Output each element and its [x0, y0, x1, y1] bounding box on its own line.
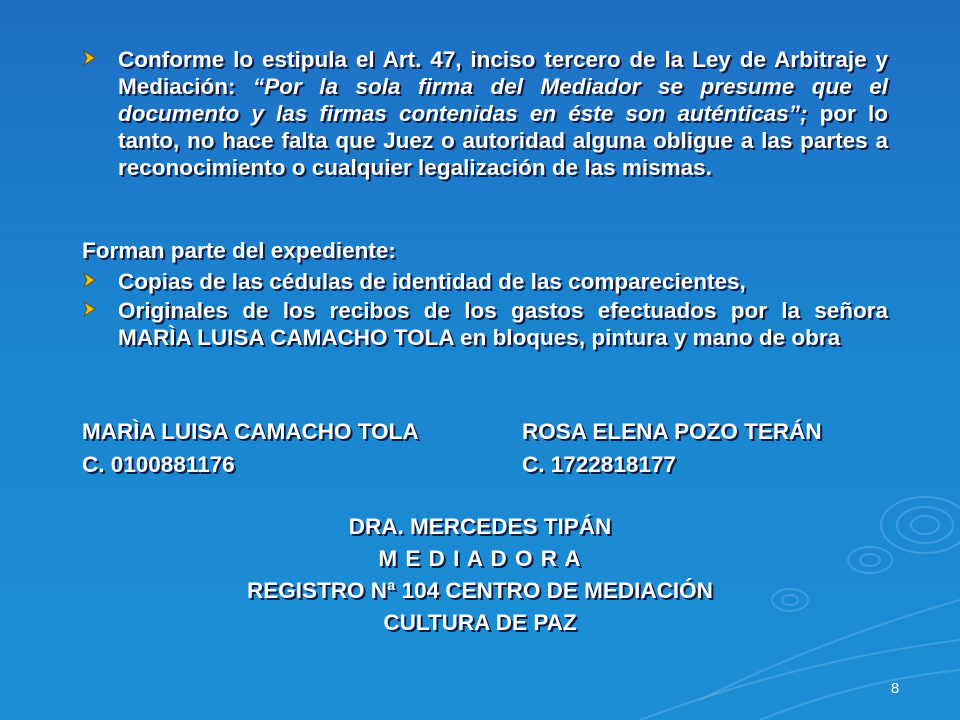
mediator-name: DRA. MERCEDES TIPÁN — [348, 514, 612, 539]
arrow-bullet-icon — [82, 301, 98, 317]
mediator-role: M E D I A D O R A — [378, 546, 582, 571]
article-paragraph — [118, 46, 888, 181]
section-heading: Forman parte del expediente: — [82, 238, 396, 263]
mediator-organization: CULTURA DE PAZ — [383, 610, 577, 635]
arrow-bullet-icon — [82, 50, 98, 66]
page-number: 8 — [890, 680, 900, 697]
signatory-left-name: MARÌA LUISA CAMACHO TOLA — [82, 419, 419, 444]
article-text-2: por lo tanto, no hace falta que Juez o autoridad alguna obligue a las partes a reconocimiento o cualquier legalización de las mismas. — [118, 101, 888, 180]
bullet-text: Copias de las cédulas de identidad de las comparecientes, — [118, 269, 746, 294]
signatory-right-name: ROSA ELENA POZO TERÁN — [522, 419, 822, 444]
signatory-right-id: C. 1722818177 — [522, 452, 676, 477]
article-text-1: Conforme lo estipula el Art. 47, inciso tercero de la Ley de Arbitraje y Mediación: — [118, 47, 888, 99]
bullet-item-article — [82, 46, 888, 181]
article-quote: “Por la sola firma del Mediador se presume que el documento y las firmas contenidas en éste son auténticas”; — [118, 74, 888, 126]
signatory-left-id: C. 0100881176 — [82, 452, 235, 477]
mediator-registry: REGISTRO Nª 104 CENTRO DE MEDIACIÓN — [247, 578, 713, 603]
bullet-item-copies — [82, 268, 888, 295]
bullet-item-receipts — [82, 297, 888, 351]
arrow-bullet-icon — [82, 272, 98, 288]
bullet-text: Originales de los recibos de los gastos efectuados por la señora MARÌA LUISA CAMACHO TOLA en bloques, pintura y mano de obra — [118, 298, 888, 350]
